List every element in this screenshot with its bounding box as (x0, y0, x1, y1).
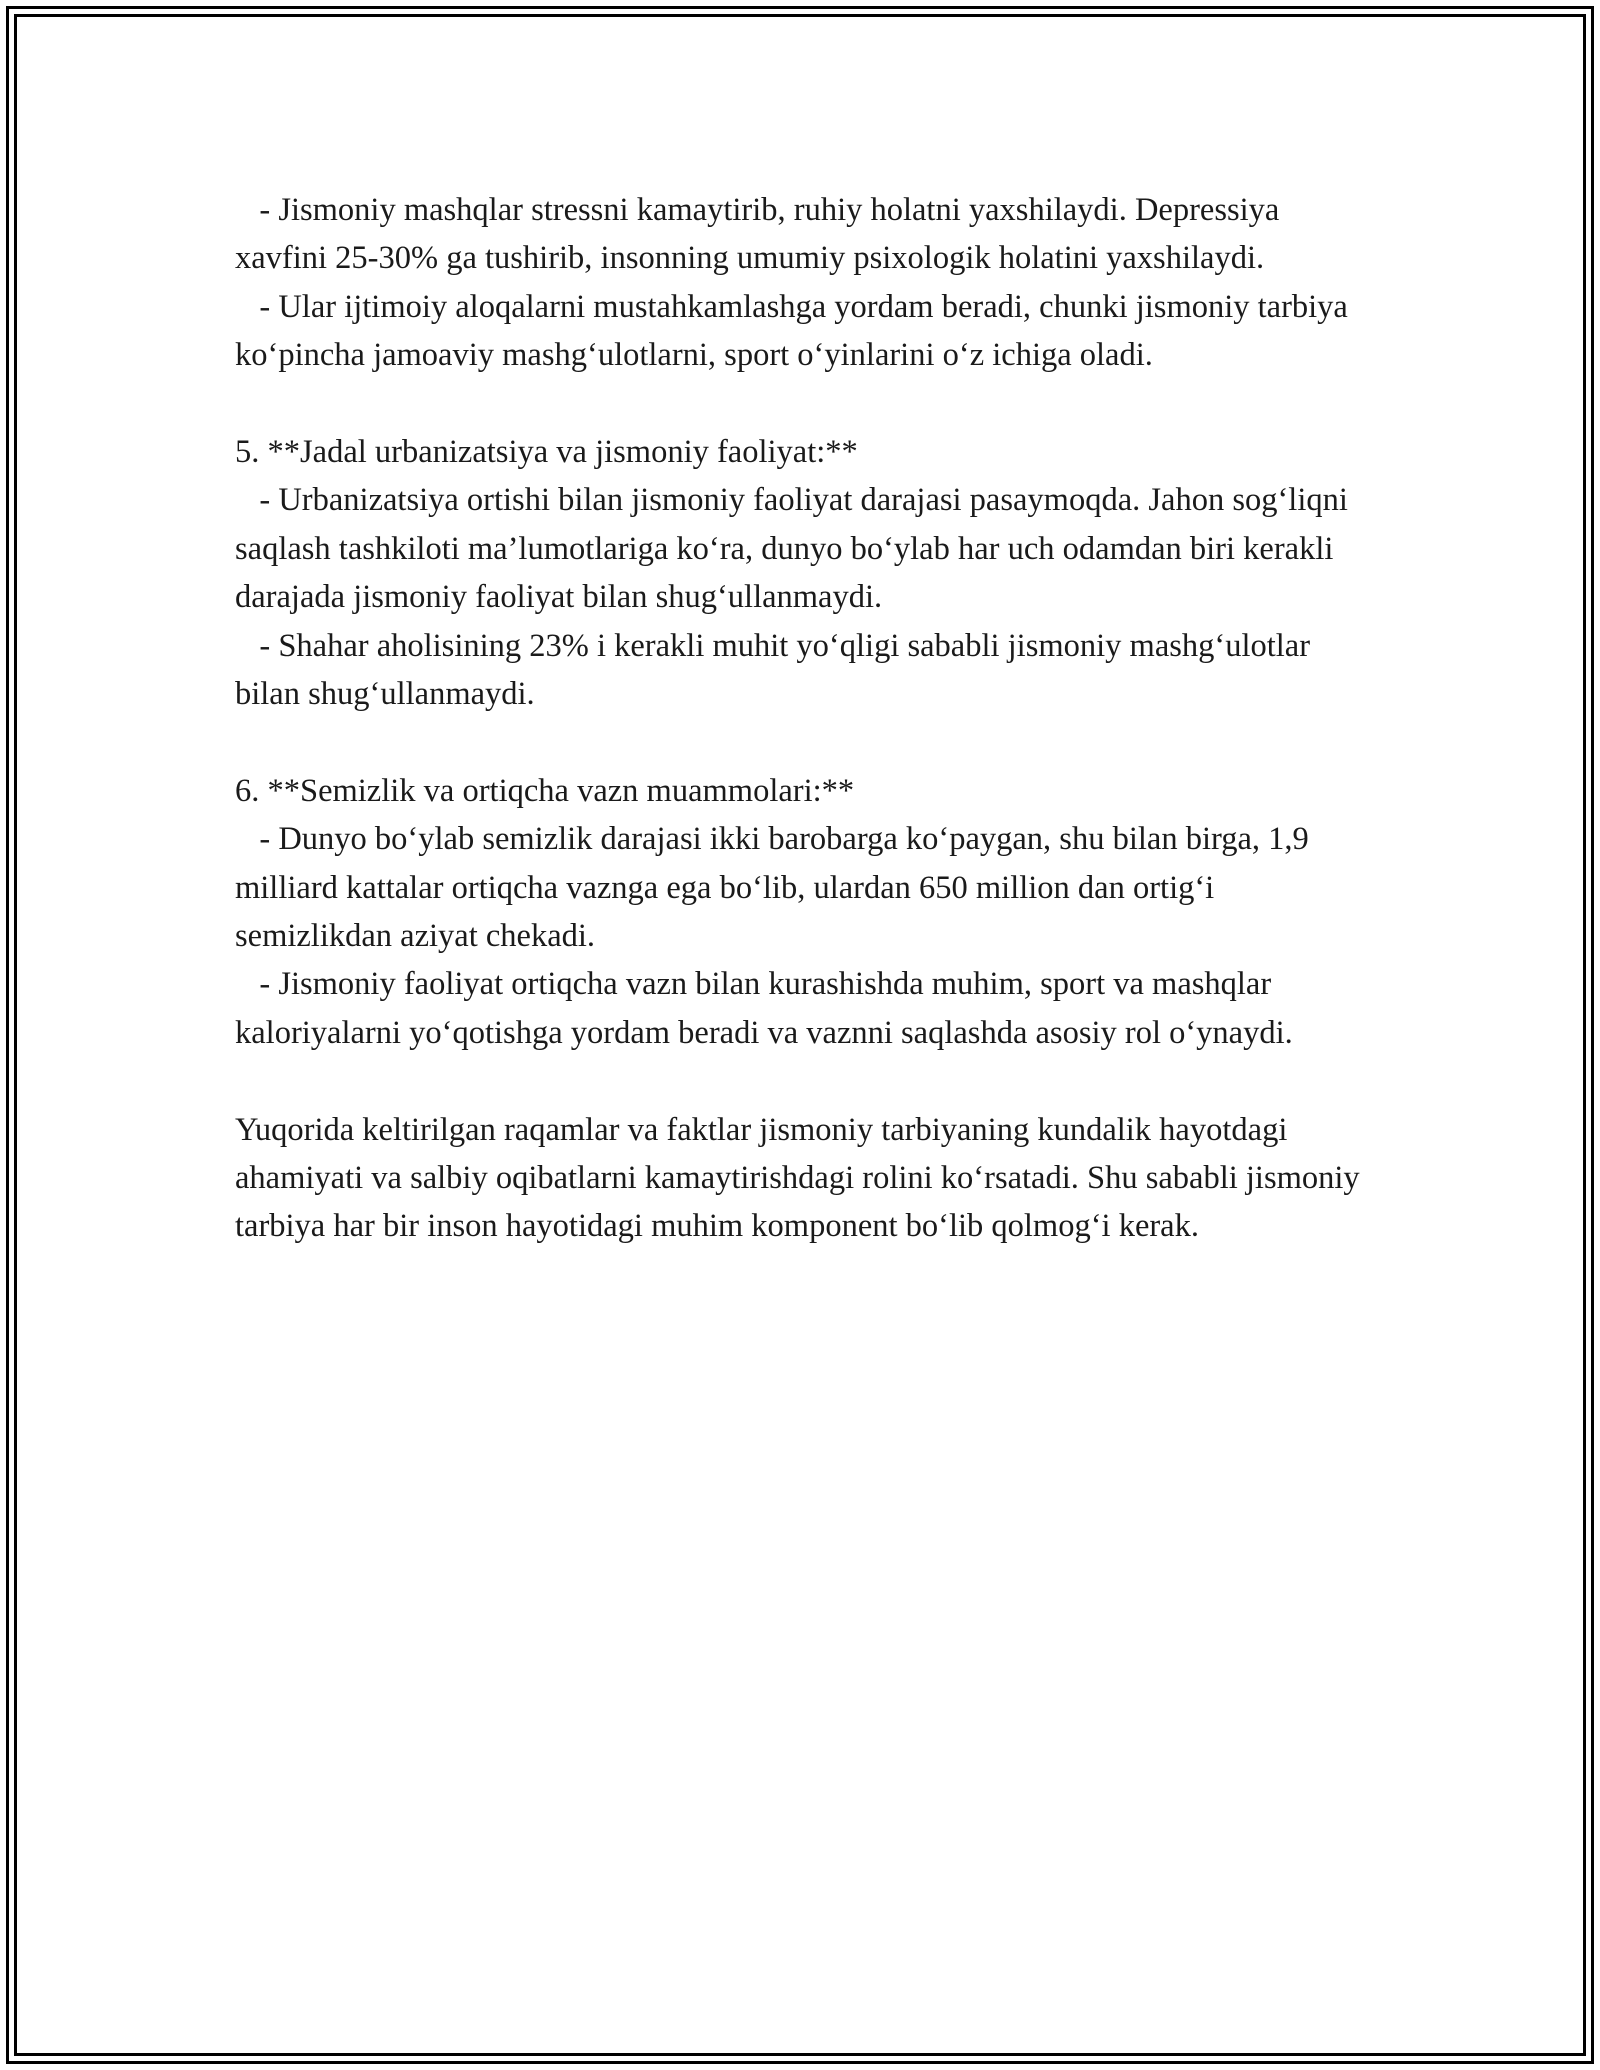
paragraph-urban-population: - Shahar aholisining 23% i kerakli muhit yo‘qligi sababli jismoniy mashg‘ulotlar bilan shug‘ullanmaydi. (235, 627, 1319, 713)
paragraph-conclusion: Yuqorida keltirilgan raqamlar va faktlar jismoniy tarbiyaning kundalik hayotdagi ahamiyati va salbiy oqibatlarni kamaytirishdagi rolini ko‘rsatadi. Shu sababli jismoniy tarbiya har bir inson hayotidagi muhim komponent bo‘lib qolmog‘i kerak. (235, 1111, 1368, 1245)
paragraph-obesity-statistics: - Dunyo bo‘ylab semizlik darajasi ikki barobarga ko‘paygan, shu bilan birga, 1,9 milliard kattalar ortiqcha vaznga ega bo‘lib, ulardan 650 million dan ortig‘i semizlikdan aziyat chekadi. (235, 821, 1317, 955)
paragraph-spacer (235, 380, 1365, 428)
document-body (235, 186, 1368, 1251)
paragraph-spacer (235, 1057, 1365, 1105)
section-heading-obesity: 6. **Semizlik va ortiqcha vazn muammolari:** (235, 772, 855, 809)
paragraph-social-connections: - Ular ijtimoiy aloqalarni mustahkamlashga yordam beradi, chunki jismoniy tarbiya ko‘pincha jamoaviy mashg‘ulotlarni, sport o‘yinlarini o‘z ichiga oladi. (235, 288, 1356, 374)
paragraph-spacer (235, 718, 1365, 766)
paragraph-urbanization-activity: - Urbanizatsiya ortishi bilan jismoniy faoliyat darajasi pasaymoqda. Jahon sog‘liqni saqlash tashkiloti ma’lumotlariga ko‘ra, dunyo bo‘ylab har uch odamdan biri kerakli darajada jismoniy faoliyat bilan shug‘ullanmaydi. (235, 482, 1357, 616)
paragraph-weight-management: - Jismoniy faoliyat ortiqcha vazn bilan kurashishda muhim, sport va mashqlar kaloriyalarni yo‘qotishga yordam beradi va vaznni saqlashda asosiy rol o‘ynaydi. (235, 966, 1293, 1051)
section-heading-urbanization: 5. **Jadal urbanizatsiya va jismoniy faoliyat:** (235, 434, 858, 471)
paragraph-mental-health: - Jismoniy mashqlar stressni kamaytirib, ruhiy holatni yaxshilaydi. Depressiya xavfini 25-30% ga tushirib, insonning umumiy psixologik holatini yaxshilaydi. (235, 192, 1288, 277)
